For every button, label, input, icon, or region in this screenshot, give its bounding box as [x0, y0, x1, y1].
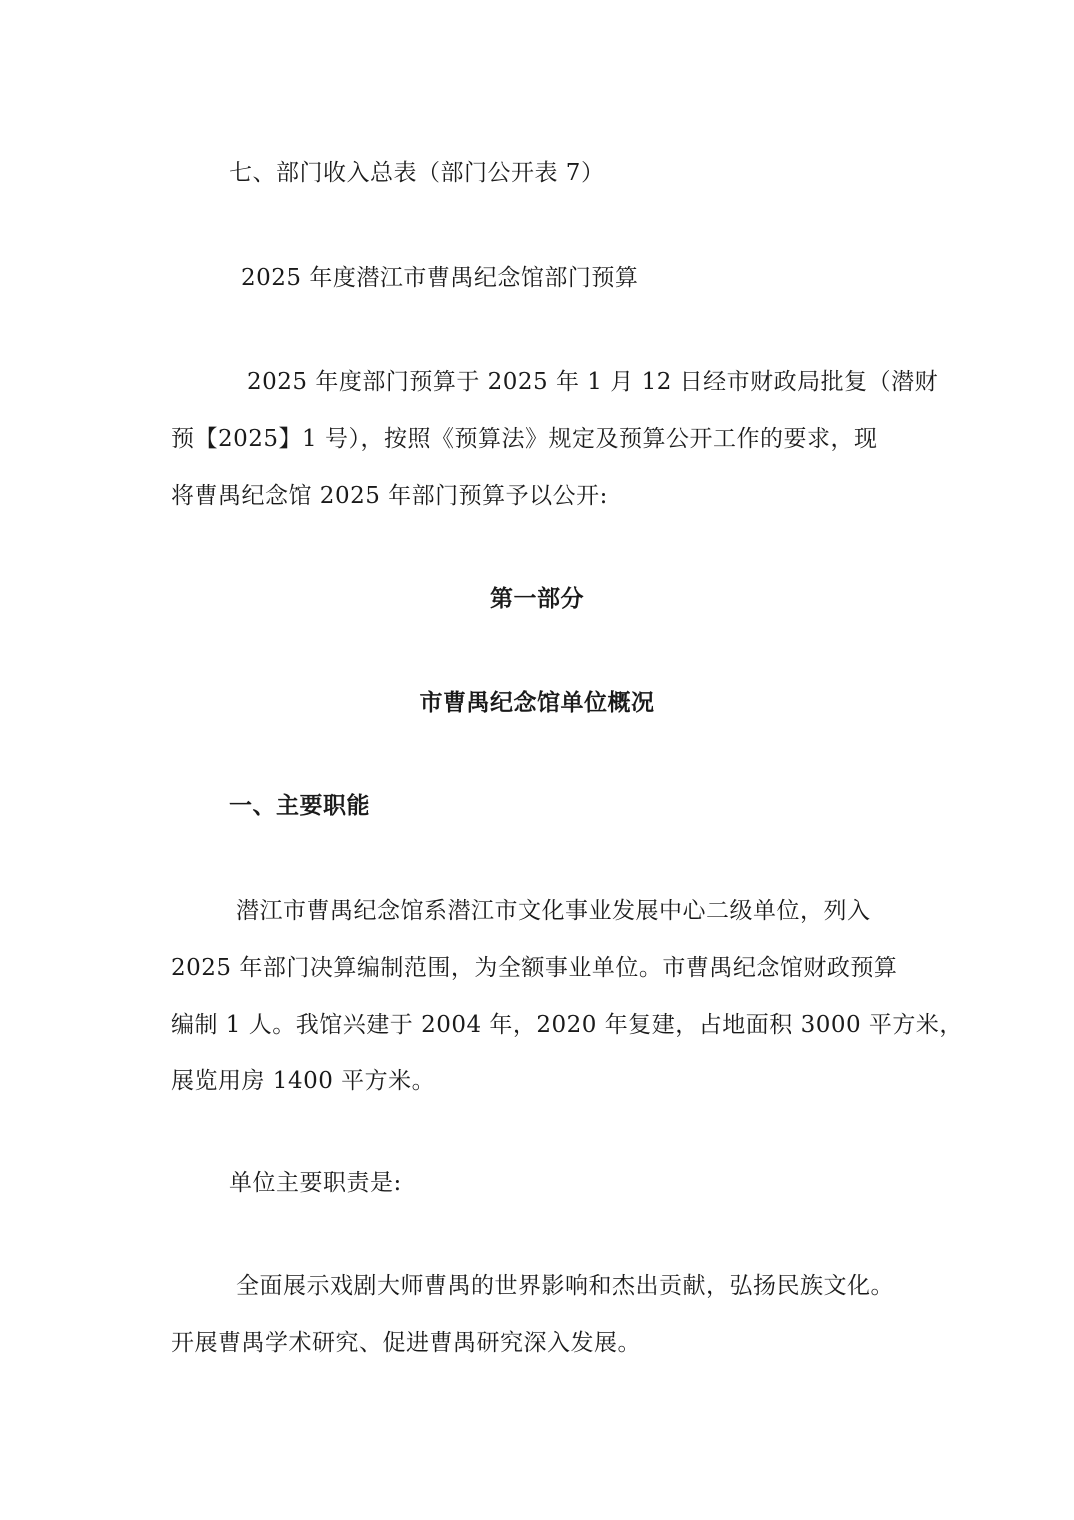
- para1-line-3: 编制 1 人。我馆兴建于 2004 年，2020 年复建，占地面积 3000 平方米，: [171, 1012, 963, 1038]
- duties-line-2: 开展曹禺学术研究、促进曹禺研究深入发展。: [171, 1330, 641, 1356]
- part-title: 第一部分: [490, 586, 584, 612]
- para1-line-2: 2025 年部门决算编制范围，为全额事业单位。市曹禺纪念馆财政预算: [171, 955, 898, 981]
- duties-line-1: 全面展示戏剧大师曹禺的世界影响和杰出贡献，弘扬民族文化。: [236, 1273, 894, 1299]
- section-heading: 七、部门收入总表（部门公开表 7）: [229, 160, 605, 186]
- intro-line-2: 预【2025】1 号），按照《预算法》规定及预算公开工作的要求，现: [171, 426, 878, 452]
- section1-heading: 一、主要职能: [229, 793, 370, 819]
- duties-label: 单位主要职责是:: [229, 1170, 402, 1196]
- intro-line-1: 2025 年度部门预算于 2025 年 1 月 12 日经市财政局批复（潜财: [247, 369, 939, 395]
- intro-line-3: 将曹禺纪念馆 2025 年部门预算予以公开:: [171, 483, 608, 509]
- para1-line-1: 潜江市曹禺纪念馆系潜江市文化事业发展中心二级单位，列入: [236, 898, 871, 924]
- part-subtitle: 市曹禺纪念馆单位概况: [419, 690, 655, 716]
- para1-line-4: 展览用房 1400 平方米。: [171, 1068, 436, 1094]
- budget-title: 2025 年度潜江市曹禺纪念馆部门预算: [241, 265, 639, 291]
